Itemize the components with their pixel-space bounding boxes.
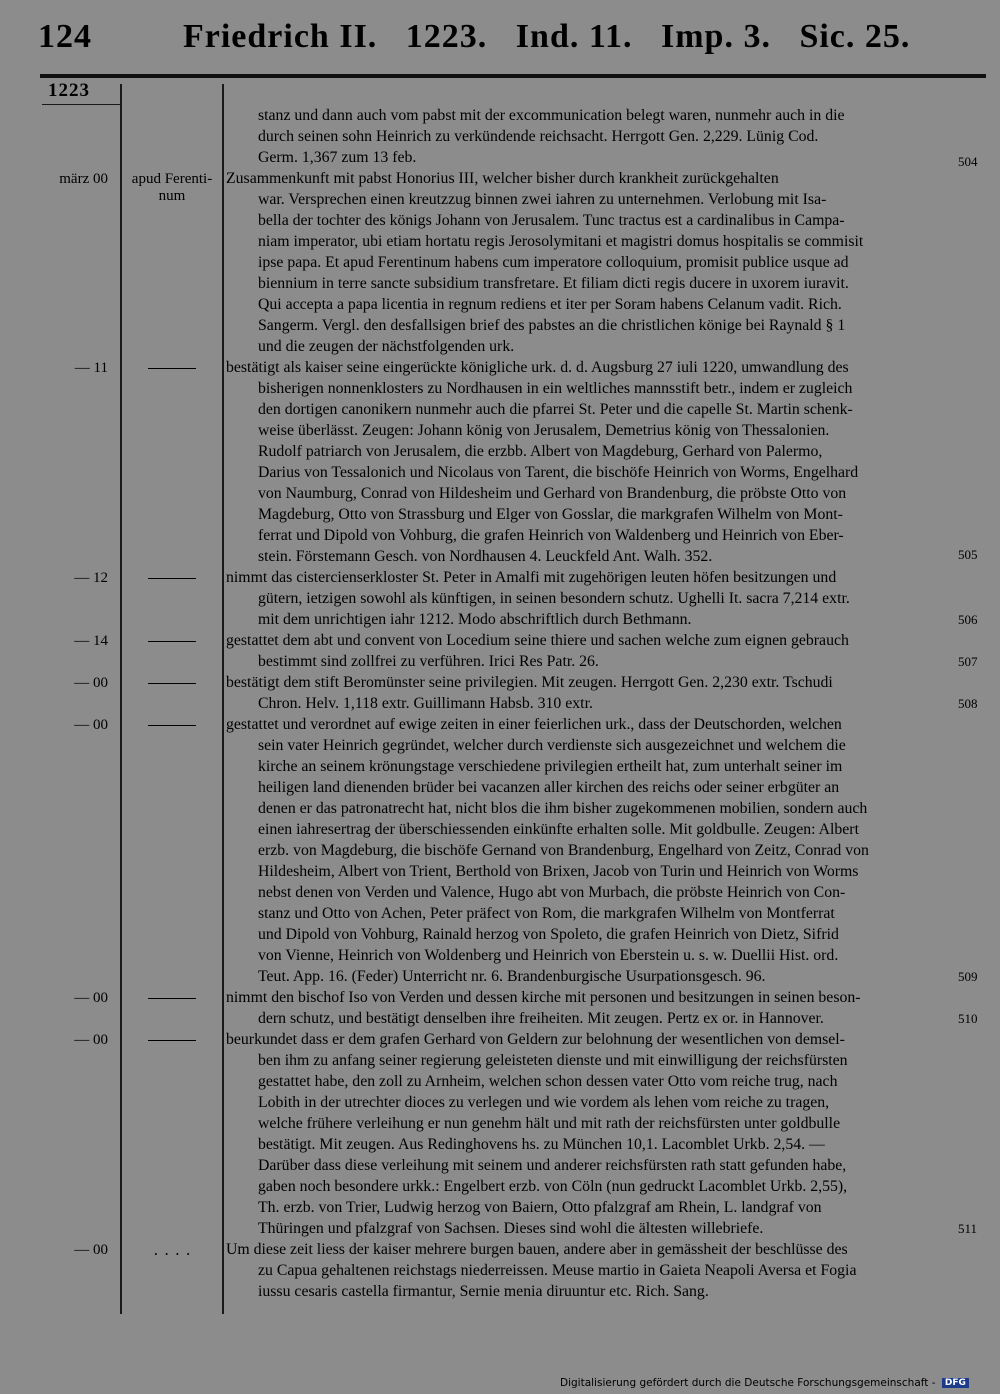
entry-date: — 11 [74,360,108,376]
column-rule-right [222,84,224,1314]
text-line: bestimmt sind zollfrei zu verführen. Irici Res Patr. 26. [258,653,599,670]
text-line: bestätigt. Mit zeugen. Aus Redinghovens hs. zu München 10,1. Lacomblet Urkb. 2,54. — [258,1136,825,1153]
text-line: Magdeburg, Otto von Strassburg und Elger von Gosslar, die markgrafen Wilhelm von Mont- [258,506,843,523]
text-line: von Naumburg, Conrad von Hildesheim und Gerhard von Brandenburg, die pröbste Otto von [258,485,847,502]
text-line: erzb. von Magdeburg, die bischöfe Gernand von Brandenburg, Engelhard von Zeitz, Conrad von [258,842,869,859]
text-line: und die zeugen der nächstfolgenden urk. [258,338,515,355]
text-line: gütern, ietzigen sowohl als künftigen, in seinen besondern schutz. Ughelli It. sacra 7,214 extr. [258,590,850,607]
regesta-number: 510 [958,1011,978,1026]
text-line: bestätigt dem stift Beromünster seine privilegien. Mit zeugen. Herrgott Gen. 2,230 extr. Tschudi [226,674,833,691]
text-line: bestätigt als kaiser seine eingerückte königliche urk. d. d. Augsburg 27 iuli 1220, umwandlung des [226,359,849,376]
text-line: ben ihm zu anfang seiner regierung geleisteten dienste und mit einwilligung der reichsfürsten [258,1052,848,1069]
text-line: stein. Förstemann Gesch. von Nordhausen 4. Leuckfeld Ant. Walh. 352. [258,548,713,565]
entry-date: — 12 [74,570,108,586]
text-line: einen iahresertrag der überschiessenden einkünfte erhalten solle. Mit goldbulle. Zeugen: Albert [258,821,859,838]
text-line: Darüber dass diese verleihung mit seinem und anderer reichsfürsten rath statt gefunden habe, [258,1157,847,1174]
running-head: Friedrich II. 1223. Ind. 11. Imp. 3. Sic. 25. [183,18,911,55]
page-number: 124 [38,18,92,55]
footer [560,1377,969,1389]
entry-date: — 00 [74,990,108,1006]
entry-date: — 00 [74,717,108,733]
text-line: Th. erzb. von Trier, Ludwig herzog von Baiern, Otto pfalzgraf am Rhein, L. landgraf von [258,1199,822,1216]
text-line: bisherigen nonnenklosters zu Nordhausen in ein weltliches mannsstift betr., indem er zugleich [258,380,853,397]
text-line: zu Capua gehaltenen reichstags niederreissen. Meuse martio in Gaieta Neapoli Aversa et Fogia [258,1262,857,1279]
text-line: stanz und dann auch vom pabst mit der excommunication belegt waren, nunmehr auch in die [258,107,845,124]
text-line: kirche an seinem krönungstage verschiedene privilegien ertheilt hat, zum unterhalt seiner im [258,758,843,775]
text-line: Thüringen und pfalzgraf von Sachsen. Dieses sind wohl die ältesten willebriefe. [258,1220,764,1237]
text-line: welche frühere verleihung er nun genehm hält und mit rath der reichsfürsten unter goldbulle [258,1115,841,1132]
text-line: Lobith in der utrechter dioces zu verlegen und wie vordem als lehen vom reiche zu tragen, [258,1094,830,1111]
place-dash [148,998,196,999]
text-line: weise überlässt. Zeugen: Johann könig von Jerusalem, Demetrius könig von Thessalonien. [258,422,830,439]
text-line: Um diese zeit liess der kaiser mehrere burgen bauen, andere aber in gemässheit der beschlüsse des [226,1241,848,1258]
text-line: Chron. Helv. 1,118 extr. Guillimann Habsb. 310 extr. [258,695,593,712]
text-line: war. Versprechen einen kreutzzug binnen zwei iahren zu unternehmen. Verlobung mit Isa- [258,191,827,208]
place-dash [148,683,196,684]
text-line: ipse papa. Et apud Ferentinum habens cum imperatore colloquium, promisit publice usque ad [258,254,849,271]
regesta-number: 508 [958,696,978,711]
place-dash [148,641,196,642]
entry-date: — 00 [74,1032,108,1048]
text-line: gestattet habe, den zoll zu Arnheim, welchen schon dessen vater Otto vom reiche trug, nach [258,1073,838,1090]
text-line: iussu cesaris castella firmantur, Sernie menia diruuntur etc. Rich. Sang. [258,1283,709,1300]
regesta-number: 509 [958,969,978,984]
text-line: sein vater Heinrich gegründet, welcher durch verdienste sich ausgezeichnet und welchem die [258,737,846,754]
regesta-number: 504 [958,154,978,169]
regesta-number: 505 [958,547,978,562]
text-line: nimmt den bischof Iso von Verden und dessen kirche mit personen und besitzungen in seinen beson- [226,989,861,1006]
place-dots: .... [153,1241,197,1259]
text-line: von Vienne, Heinrich von Woldenberg und Heinrich von Eberstein u. s. w. Duellii Hist. ord. [258,947,839,964]
text-line: den dortigen canonikern nunmehr auch die pfarrei St. Peter und die capelle St. Martin schenk- [258,401,853,418]
text-line: Sangerm. Vergl. den desfallsigen brief des pabstes an die christlichen könige bei Raynald § 1 [258,317,846,334]
text-line: denen er das patronatrecht hat, nicht blos die ihm bisher zugekommenen mobilien, sondern auch [258,800,868,817]
text-line: gestattet und verordnet auf ewige zeiten in einer feierlichen urk., dass der Deutschorden, welchen [226,716,842,733]
entry-date: — 00 [74,675,108,691]
header-rule [40,74,986,78]
regesta-number: 507 [958,654,978,669]
text-line: heiligen land dienenden brüder bei vacanzen aller kirchen des reichs oder seiner erbgüter an [258,779,840,796]
place-dash [148,578,196,579]
entry-date: — 00 [74,1242,108,1258]
text-line: Darius von Tessalonich und Nicolaus von Tarent, die bischöfe Heinrich von Worms, Engelhard [258,464,859,481]
place-dash [148,1040,196,1041]
entry-date: märz 00 [59,171,108,187]
text-line: Germ. 1,367 zum 13 feb. [258,149,417,166]
text-line: beurkundet dass er dem grafen Gerhard von Geldern zur belohnung der wesentlichen von demsel- [226,1031,845,1048]
text-line: nimmt das cistercienserkloster St. Peter in Amalfi mit zugehörigen leuten höfen besitzungen und [226,569,837,586]
text-line: mit dem unrichtigen iahr 1212. Modo abschriftlich durch Bethmann. [258,611,692,628]
place-label-continued: num [158,188,186,204]
place-label: apud Ferenti- [131,171,213,187]
dfg-logo: DFG [942,1378,969,1388]
place-dash [148,725,196,726]
text-line: Teut. App. 16. (Feder) Unterricht nr. 6. Brandenburgische Usurpationsgesch. 96. [258,968,766,985]
column-rule-left [120,84,122,1314]
year-label: 1223 [48,80,90,101]
footer-text: Digitalisierung gefördert durch die Deutsche Forschungsgemeinschaft - [560,1377,936,1389]
text-line: niam imperator, ubi etiam hortatu regis Jerosolymitani et magistri domus hospitalis se commisit [258,233,864,250]
text-line: stanz und Otto von Achen, Peter präfect von Rom, die markgrafen Wilhelm von Montferrat [258,905,835,922]
text-line: Qui accepta a papa licentia in regnum rediens et iter per Soram habens Celanum vadit. Rich. [258,296,842,313]
text-line: bella der tochter des königs Johann von Jerusalem. Tunc tractus est a cardinalibus in Campa- [258,212,845,229]
regesta-number: 511 [958,1221,978,1236]
place-dash [148,368,196,369]
text-line: gaben noch besondere urkk.: Engelbert erzb. von Cöln (nun gedruckt Lacomblet Urkb. 2,55), [258,1178,848,1195]
text-line: nebst denen von Verden und Valence, Hugo abt von Murbach, die pröbste Heinrich von Con- [258,884,846,901]
regesta-number: 506 [958,612,978,627]
text-line: Zusammenkunft mit pabst Honorius III, welcher bisher durch krankheit zurückgehalten [226,170,779,187]
text-line: biennium in terre sancte subsidium transfretare. Et filiam dicti regis ducere in uxorem iuravit. [258,275,849,292]
entry-date: — 14 [74,633,108,649]
text-line: ferrat und Dipold von Vohburg, die grafen Heinrich von Waldenberg und Heinrich von Eber- [258,527,844,544]
text-line: durch seinen sohn Heinrich zu verkündende reichsacht. Herrgott Gen. 2,229. Lünig Cod. [258,128,819,145]
text-line: Hildesheim, Albert von Trient, Berthold von Brixen, Jacob von Turin und Heinrich von Worms [258,863,859,880]
text-line: gestattet dem abt und convent von Locedium seine thiere und sachen welche zum eignen gebrauch [226,632,849,649]
text-line: und Dipold von Vohburg, Rainald herzog von Spoleto, die grafen Heinrich von Dietz, Sifrid [258,926,839,943]
text-line: Rudolf patriarch von Jerusalem, die erzbb. Albert von Magdeburg, Gerhard von Palermo, [258,443,823,460]
text-line: dern schutz, und bestätigt denselben ihre freiheiten. Mit zeugen. Pertz ex or. in Hannover. [258,1010,824,1027]
page-header [38,12,988,68]
